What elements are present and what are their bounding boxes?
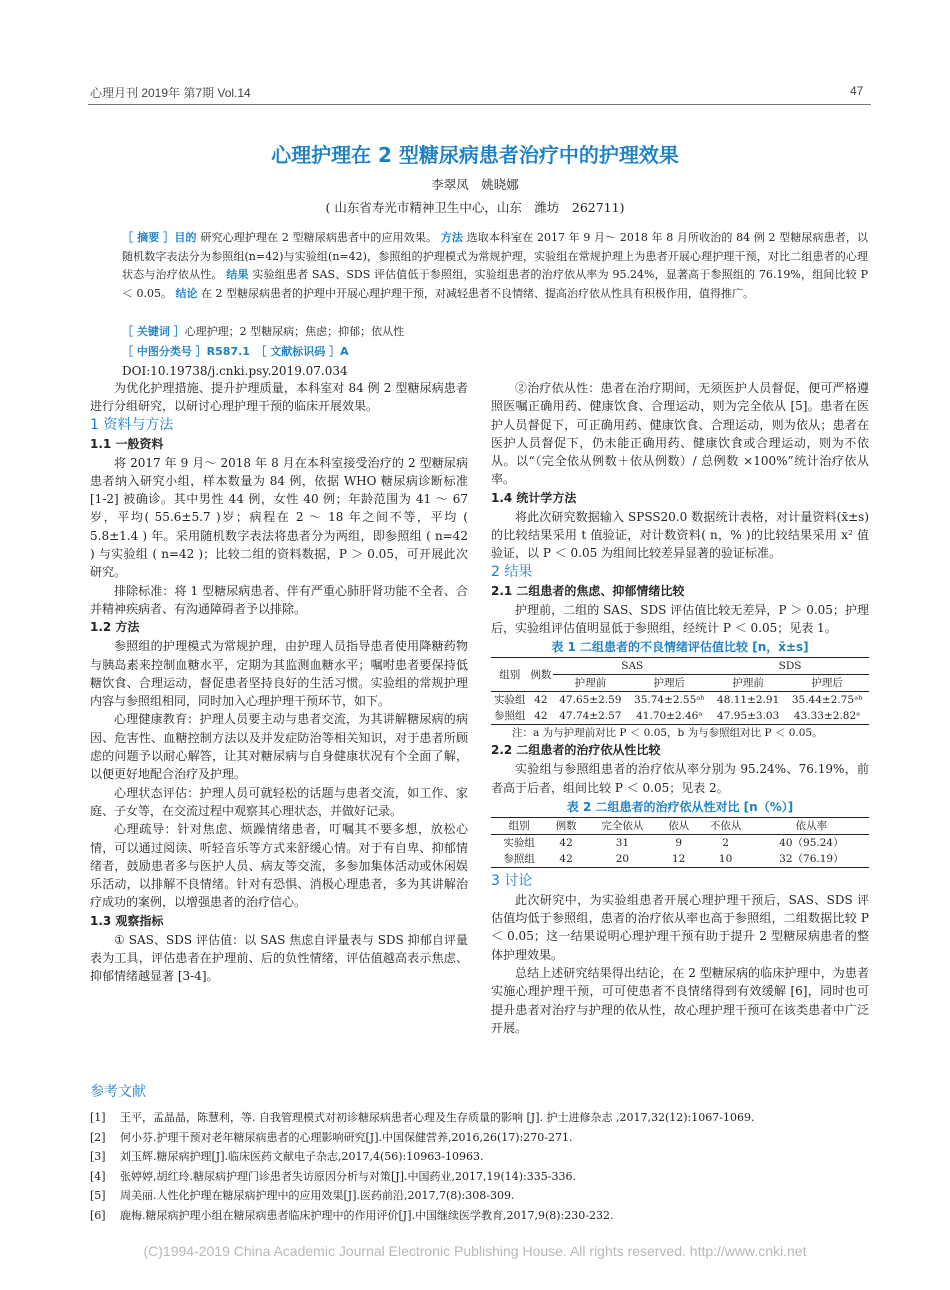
conclusion-label: 结论 (175, 286, 198, 300)
reference-text: 张婷婷,胡红玲.糖尿病护理门诊患者失访原因分析与对策[J].中国药业,2017,19(14):335-336. (120, 1169, 576, 1183)
table-cell: 参照组 (493, 710, 526, 723)
table-header: 依从 (668, 819, 690, 832)
table-cell: 47.65±2.59 (559, 694, 622, 707)
clc-value: R587.1 (206, 345, 250, 358)
table-row (491, 692, 869, 709)
left-column (90, 379, 468, 986)
abstract-objective: 研究心理护理在 2 型糖尿病患者中的应用效果。 (200, 231, 438, 244)
section-1-4-heading: 1.4 统计学方法 (491, 490, 577, 505)
table-header: SAS (621, 660, 644, 673)
section-1-2-heading: 1.2 方法 (90, 620, 140, 635)
table-cell: 参照组 (503, 852, 535, 865)
article-title: 心理护理在 2 型糖尿病患者治疗中的护理效果 (271, 143, 679, 167)
table-1 (491, 657, 869, 725)
paragraph: 排除标准：将 1 型糖尿病患者、伴有严重心肺肝肾功能不全者、合并精神疾病者、有沟通障碍者予以排除。 (90, 583, 468, 616)
doccode-label: ［ 文献标识码 ］ (260, 345, 341, 358)
table-header: 依从率 (795, 819, 828, 832)
section-2-heading: 2 结果 (491, 563, 533, 580)
paragraph: 心理状态评估：护理人员可就轻松的话题与患者交流，如工作、家庭、子女等，在交流过程中观察其心理状态，并做好记录。 (90, 785, 468, 818)
table-cell: 42 (534, 710, 548, 723)
reference-item (90, 1167, 880, 1187)
table-2-caption: 表 2 二组患者的治疗依从性对比 [n（%）] (566, 799, 794, 814)
table-cell: 32（76.19） (779, 852, 844, 865)
paragraph: 将 2017 年 9 月～ 2018 年 8 月在本科室接受治疗的 2 型糖尿病患者纳入研究小组，样本数量为 84 例，依据 WHO 糖尿病诊断标准 [1-2] 被确诊。其中男性 44 例，女性 40 例；年龄范围为 41 ～ 67 岁，平均( 55.6±5.7 )岁；病程在 2 ～ 18 年之间不等，平均 ( 5.8±1.4 ) 年。采用随机数字表法将患者分为两组，即参照组 ( n=42 ) 与实验组 ( n=42 )；比较二组的资料数据，P ＞ 0.05，可开展此次研究。 (90, 455, 468, 580)
right-column (491, 379, 869, 1037)
table-cell: 实验组 (503, 836, 535, 849)
table-header: SDS (778, 660, 802, 673)
section-1-3-heading: 1.3 观察指标 (90, 913, 164, 928)
copyright-footer: (C)1994-2019 China Academic Journal Electronic Publishing House. All rights reserved. http://www.cnki.net (143, 1243, 807, 1259)
affiliation: ( 山东省寿光市精神卫生中心，山东 潍坊 262711) (325, 200, 625, 215)
table-header: 组别 (508, 819, 530, 832)
table-cell: 12 (672, 852, 686, 865)
table-cell: 48.11±2.91 (717, 694, 780, 707)
section-3-heading: 3 讨论 (491, 872, 533, 889)
table-cell: 实验组 (493, 694, 526, 707)
reference-number: [5] (90, 1189, 106, 1202)
abstract-method: 选取本科室在 2017 年 9 月～ 2018 年 8 月所收治的 84 例 2 型糖尿病患者，以随机数字表法分为参照组(n=42)与实验组(n=42)，参照组的护理模式为常规护理，实验组在常规护理上为患者开展心理护理干预，对比二组患者的心理状态与治疗依从性。 (122, 231, 868, 281)
table-1-note: 注：a 为与护理前对比 P ＜ 0.05，b 为与参照组对比 P ＜ 0.05。 (512, 727, 823, 740)
references (90, 1083, 880, 1225)
table-header: 例数 (555, 819, 577, 832)
table-cell: 35.44±2.75ᵃᵇ (791, 694, 863, 707)
table-cell: 20 (615, 852, 630, 865)
intro-paragraph: 为优化护理措施、提升护理质量，本科室对 84 例 2 型糖尿病患者进行分组研究，以研讨心理护理干预的临床开展效果。 (90, 381, 468, 414)
reference-text: 王平，孟晶晶，陈慧利，等. 自我管理模式对初诊糖尿病患者心理及生存质量的影响 [J]. 护士进修杂志 ,2017,32(12):1067-1069. (120, 1111, 755, 1124)
abstract-label: ［ 摘要 ］目的 (122, 231, 197, 244)
paragraph: 总结上述研究结果得出结论，在 2 型糖尿病的临床护理中，为患者实施心理护理干预，可可使患者不良情绪得到有效缓解 [6]，同时也可提升患者对治疗与护理的依从性，故心理护理干预可在该类患者中广泛开展。 (491, 966, 869, 1035)
reference-item (90, 1186, 880, 1206)
section-2-1-heading: 2.1 二组患者的焦虑、抑郁情绪比较 (491, 583, 685, 598)
reference-item (90, 1206, 880, 1226)
journal-header: 心理月刊 2019年 第7期 Vol.14 (90, 86, 251, 100)
clc-label: ［ 中图分类号 ］ (122, 345, 207, 358)
table-cell: 47.95±3.03 (717, 710, 780, 723)
reference-text: 何小芬.护理干预对老年糖尿病患者的心理影响研究[J].中国保健营养,2016,26(17):270-271. (120, 1130, 573, 1144)
table-header: 不依从 (709, 819, 742, 832)
reference-number: [3] (90, 1150, 106, 1163)
section-1-heading: 1 资料与方法 (90, 416, 174, 433)
paragraph: 护理前，二组的 SAS、SDS 评估值比较无差异，P ＞ 0.05；护理后，实验组评估值明显低于参照组，经统计 P ＜ 0.05；见表 1。 (491, 602, 869, 635)
table-cell: 41.70±2.46ᵃ (636, 710, 703, 723)
doccode-value: A (340, 345, 349, 358)
paragraph: 参照组的护理模式为常规护理，由护理人员指导患者使用降糖药物与胰岛素来控制血糖水平，定期为其监测血糖水平；嘱咐患者要保持低糖饮食、合理运动，督促患者坚持良好的生活习惯。实验组的常规护理内容与参照组相同，同时加入心理护理干预环节，如下。 (90, 639, 468, 709)
table-row (491, 708, 869, 725)
paragraph: ②治疗依从性：患者在治疗期间，无须医护人员督促，便可严格遵照医嘱正确用药、健康饮食、合理运动，则为完全依从 [5]。患者在医护人员督促下，可正确用药、健康饮食、合理运动，则为依从；患者在医护人员督促下，仍未能正确用药、健康饮食或合理运动，则为不依从。以“（完全依从例数＋依从例数）/ 总例数 ×100%”统计治疗依从率。 (491, 381, 869, 487)
reference-item (90, 1147, 880, 1167)
reference-item (90, 1128, 880, 1148)
reference-text: 鹿梅.糖尿病护理小组在糖尿病患者临床护理中的作用评价[J].中国继续医学教育,2017,9(8):230-232. (120, 1208, 614, 1222)
table-header: 完全依从 (601, 819, 644, 832)
table-header: 护理后 (785, 675, 869, 692)
abstract-result: 实验组患者 SAS、SDS 评估值低于参照组，实验组患者的治疗依从率为 95.24%，显著高于参照组的 76.19%，组间比较 P ＜ 0.05。 (122, 268, 869, 300)
table-cell: 35.74±2.55ᵃᵇ (634, 694, 705, 707)
table-cell: 40（95.24） (779, 836, 844, 849)
keywords-label: ［ 关键词 ］ (122, 325, 185, 338)
reference-number: [4] (90, 1169, 106, 1183)
abstract (122, 229, 868, 303)
table-cell: 31 (615, 836, 630, 849)
paragraph: 心理健康教育：护理人员要主动与患者交流，为其讲解糖尿病的病因、危害性、血糖控制方法以及并发症防治等相关知识，对于患者所顾虑的问题予以耐心解答，让其对糖尿病与自身健康状况有个全面了解，以便更好地配合治疗及护理。 (90, 712, 468, 782)
paragraph: 心理疏导：针对焦虑、烦躁情绪患者，叮嘱其不要多想，放松心情，可以通过阅读、听轻音乐等方式来舒缓心情。对于有自卑、抑郁情绪者，鼓励患者多与医护人员、病友等交流，多参加集体活动或休闲娱乐活动，以排解不良情绪。针对有恐惧、消极心理患者，多为其讲解治疗成功的案例，以增强患者的治疗信心。 (90, 822, 468, 910)
paragraph: 将此次研究数据输入 SPSS20.0 数据统计表格，对计量资料(x̄±s)的比较结果采用 t 值验证，对计数资料( n，% )的比较结果采用 x² 值验证，以 P ＜ 0.05 为组间比较差异显著的验证标准。 (491, 509, 869, 561)
table-cell: 47.74±2.57 (559, 710, 622, 723)
references-heading: 参考文献 (90, 1084, 146, 1100)
table-row (491, 834, 869, 851)
paragraph: 实验组与参照组患者的治疗依从率分别为 95.24%、76.19%，前者高于后者，组间比较 P ＜ 0.05；见表 2。 (491, 762, 869, 795)
reference-number: [6] (90, 1208, 106, 1222)
table-cell: 9 (675, 836, 683, 849)
table-header: 护理前 (553, 675, 627, 692)
doi: DOI:10.19738/j.cnki.psy.2019.07.034 (122, 364, 348, 378)
reference-number: [2] (90, 1130, 106, 1144)
table-header: 组别 (499, 668, 521, 681)
method-label: 方法 (440, 231, 463, 244)
result-label: 结果 (226, 268, 249, 281)
authors: 李翠凤 姚晓娜 (431, 177, 519, 192)
abstract-conclusion: 在 2 型糖尿病患者的护理中开展心理护理干预，对减轻患者不良情绪、提高治疗依从性具有积极作用，值得推广。 (201, 286, 754, 300)
reference-number: [1] (90, 1111, 106, 1124)
keywords (122, 323, 868, 342)
page-number: 47 (850, 84, 864, 98)
paragraph: ① SAS、SDS 评估值：以 SAS 焦虑自评量表与 SDS 抑郁自评量表为工具，评估患者在护理前、后的负性情绪，评估值越高表示焦虑、抑郁情绪越显著 [3-4]。 (90, 932, 468, 984)
table-cell: 43.33±2.82ᵃ (793, 710, 861, 723)
table-cell: 42 (559, 836, 573, 849)
table-1-caption: 表 1 二组患者的不良情绪评估值比较 [n，x̄±s] (551, 640, 809, 655)
section-2-2-heading: 2.2 二组患者的治疗依从性比较 (491, 743, 661, 758)
header-rule (88, 104, 871, 105)
table-header: 护理后 (627, 675, 711, 692)
section-1-1-heading: 1.1 一般资料 (90, 436, 164, 451)
reference-text: 刘玉辉.糖尿病护理[J].临床医药文献电子杂志,2017,4(56):10963-10963. (120, 1150, 484, 1163)
table-cell: 2 (722, 836, 729, 849)
table-cell: 42 (534, 694, 548, 707)
reference-item (90, 1108, 880, 1128)
keywords-text: 心理护理；2 型糖尿病；焦虑；抑郁；依从性 (184, 325, 405, 338)
reference-text: 周美丽.人性化护理在糖尿病护理中的应用效果[J].医药前沿,2017,7(8):308-309. (120, 1189, 515, 1202)
table-2 (491, 817, 869, 868)
classification (122, 343, 868, 362)
table-header: 例数 (530, 668, 552, 681)
table-cell: 10 (718, 852, 733, 865)
table-header: 护理前 (711, 675, 785, 692)
table-cell: 42 (559, 852, 573, 865)
table-row (491, 851, 869, 868)
paragraph: 此次研究中，为实验组患者开展心理护理干预后，SAS、SDS 评估值均低于参照组，患者的治疗依从率也高于参照组，二组数据比较 P ＜ 0.05；这一结果说明心理护理干预有助于提升 2 型糖尿病患者的整体护理效果。 (491, 892, 869, 962)
